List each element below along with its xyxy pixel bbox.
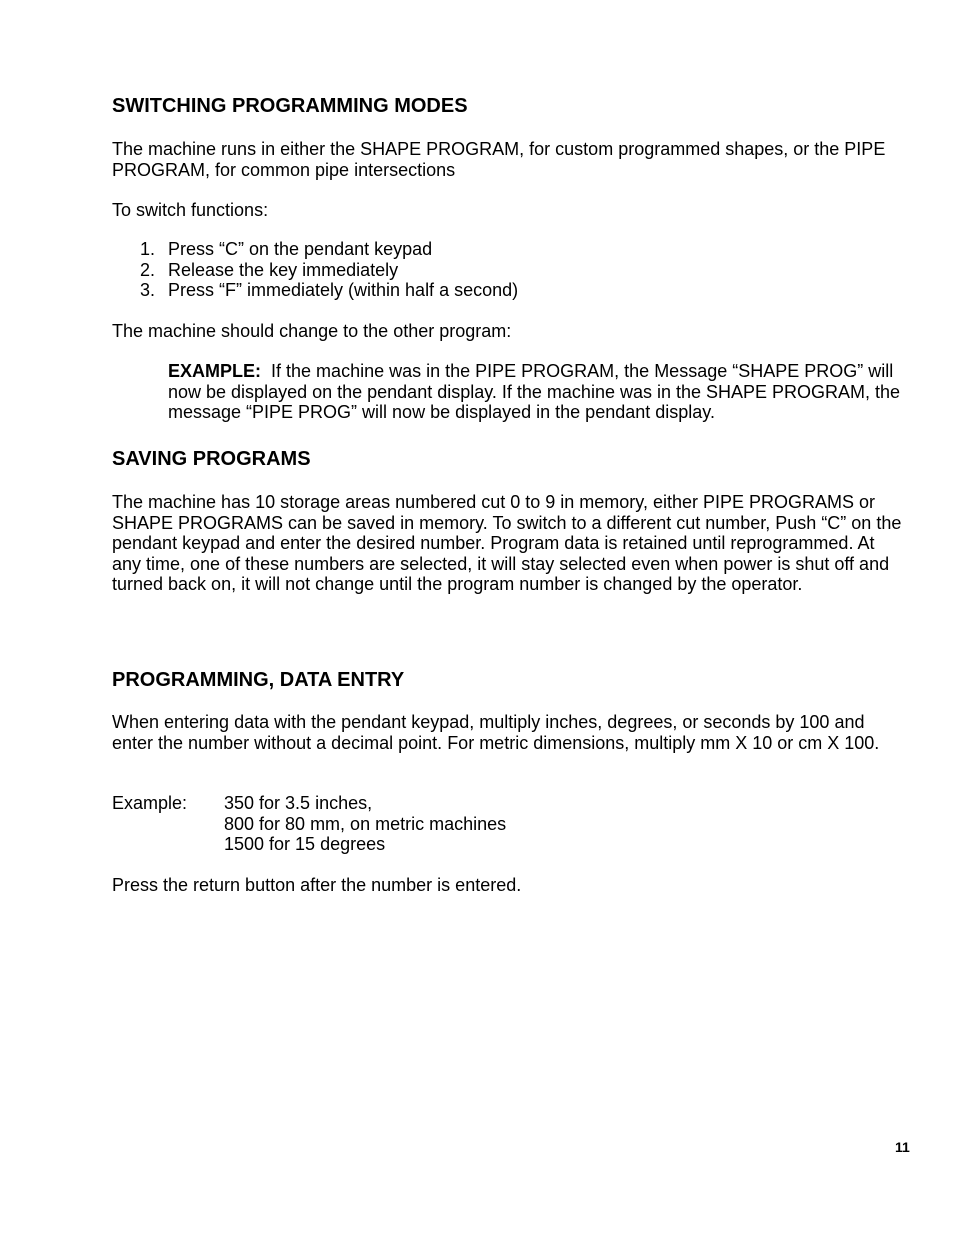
steps-list: [140, 239, 518, 301]
list-item: [140, 239, 518, 260]
paragraph-switch-label: To switch functions:: [112, 200, 269, 220]
step-text: Release the key immediately: [168, 259, 399, 280]
example-row: [112, 793, 506, 814]
example-row: [112, 834, 506, 855]
page-number: 11: [895, 1139, 910, 1155]
example-values-label: Example:: [112, 793, 188, 813]
step-number: 3.: [140, 280, 156, 300]
example-value: 350 for 3.5 inches,: [224, 793, 373, 813]
example-row: [112, 814, 506, 835]
example-text: If the machine was in the PIPE PROGRAM, the Message “SHAPE PROG” will now be displayed on the pendant display. If the machine was in the SHAPE PROGRAM, the message “PIPE PROG” will now be displayed in the pendant display.: [168, 361, 901, 422]
example-values: [112, 793, 506, 855]
step-number: 2.: [140, 259, 156, 280]
step-text: Press “F” immediately (within half a second): [168, 280, 519, 300]
paragraph-switch-result: The machine should change to the other program:: [112, 321, 512, 341]
heading-switching-modes: SWITCHING PROGRAMMING MODES: [112, 95, 468, 117]
list-item: [140, 260, 518, 281]
paragraph-data-entry: When entering data with the pendant keypad, multiply inches, degrees, or seconds by 100 and enter the number without a decimal point. For metric dimensions, multiply mm X 10 or cm X 100.: [112, 712, 880, 753]
step-number: 1.: [140, 239, 156, 259]
paragraph-saving-programs: The machine has 10 storage areas numbered cut 0 to 9 in memory, either PIPE PROGRAMS or SHAPE PROGRAMS can be saved in memory. To switch to a different cut number, Push “C” on the pendant keypad and enter the desired number. Program data is retained until reprogrammed. At any time, one of these numbers are selected, it will stay selected even when power is shut off and turned back on, it will not change until the program number is changed by the operator.: [112, 492, 902, 594]
heading-saving-programs: SAVING PROGRAMS: [112, 448, 311, 470]
example-note: [168, 361, 908, 423]
step-text: Press “C” on the pendant keypad: [168, 239, 433, 259]
heading-data-entry: PROGRAMMING, DATA ENTRY: [112, 669, 405, 691]
paragraph-closing: Press the return button after the number is entered.: [112, 875, 522, 895]
list-item: [140, 280, 518, 301]
example-label: EXAMPLE:: [168, 361, 262, 381]
example-value: 1500 for 15 degrees: [224, 834, 386, 854]
example-value: 800 for 80 mm, on metric machines: [224, 813, 507, 834]
paragraph-switching-intro: The machine runs in either the SHAPE PROGRAM, for custom programmed shapes, or the PIPE PROGRAM, for common pipe intersections: [112, 139, 886, 180]
